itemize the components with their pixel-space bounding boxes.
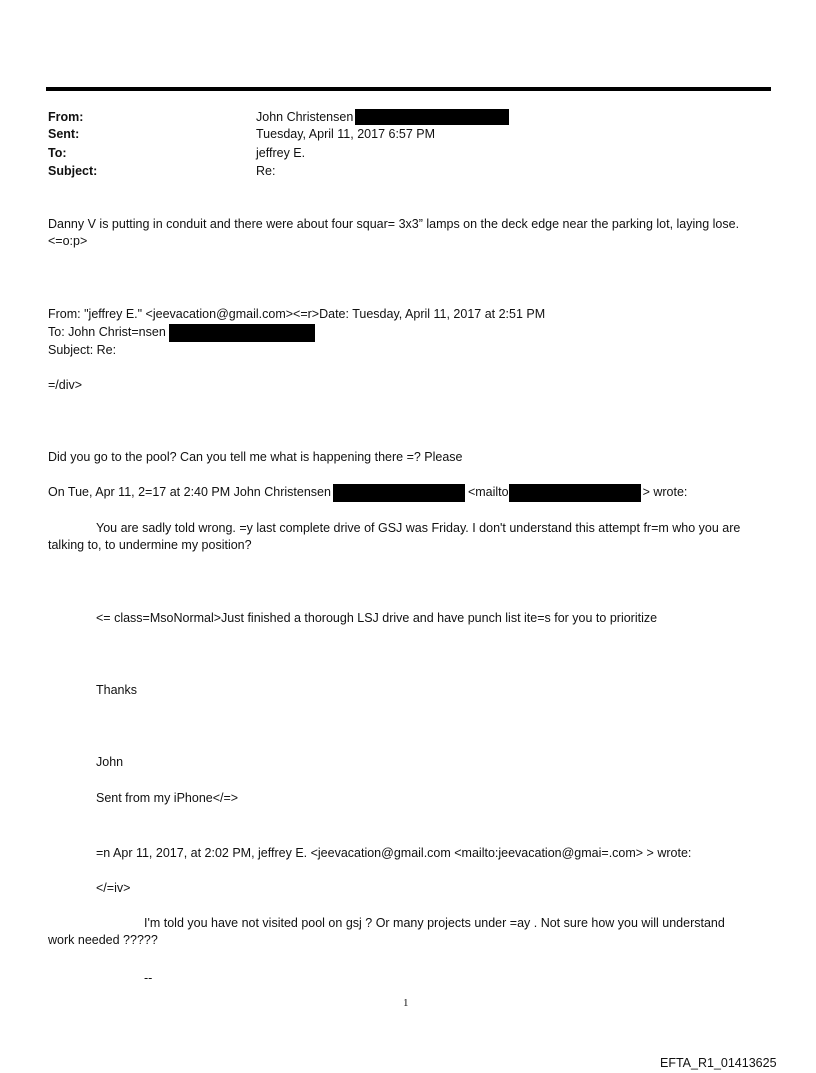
to-value: jeffrey E. xyxy=(256,146,306,160)
redaction-block xyxy=(355,109,509,125)
john-signature: John xyxy=(96,755,124,769)
told-pool-paragraph: I'm told you have not visited pool on gsj ? Or many projects under =ay . Not sure how you will understand work needed ????? xyxy=(48,916,725,947)
forward-to-line xyxy=(48,324,315,342)
page-number: 1 xyxy=(403,997,409,1009)
question-line: Did you go to the pool? Can you tell me what is happening there =? Please xyxy=(48,450,463,464)
forward-subject-line: Subject: Re: xyxy=(48,343,117,357)
redaction-block xyxy=(169,324,315,342)
wrote-text: > wrote: xyxy=(642,485,688,499)
thanks-line: Thanks xyxy=(96,683,137,697)
subject-label: Subject: xyxy=(48,164,98,178)
body-paragraph-1: Danny V is putting in conduit and there were about four squar= 3x3” lamps on the deck edge near the parking lot, laying lose.<=o:p> xyxy=(48,217,740,248)
from-name: John Christensen xyxy=(256,110,354,124)
told-wrong-paragraph: You are sadly told wrong. =y last complete drive of GSJ was Friday. I don't understand this attempt fr=m who you are talking to, to undermine my position? xyxy=(48,521,741,552)
from-value xyxy=(256,109,509,126)
sent-from-iphone: Sent from my iPhone</=> xyxy=(96,791,239,805)
signature-dashes: -- xyxy=(144,971,153,985)
div-close-tag: =/div> xyxy=(48,378,83,392)
document-id: EFTA_R1_01413625 xyxy=(660,1056,777,1070)
header-rule xyxy=(46,87,771,91)
mailto-text: <mailto xyxy=(467,485,509,499)
on-tue-text: On Tue, Apr 11, 2=17 at 2:40 PM John Christensen xyxy=(48,485,331,499)
forward-to-text: To: John Christ=nsen xyxy=(48,325,166,339)
on-tue-line xyxy=(48,484,687,502)
forward-from-line: From: "jeffrey E." <jeevacation@gmail.com><=r>Date: Tuesday, April 11, 2017 at 2:51 PM xyxy=(48,307,546,321)
redaction-block xyxy=(333,484,465,502)
to-label: To: xyxy=(48,146,67,160)
on-apr-line: =n Apr 11, 2017, at 2:02 PM, jeffrey E. <jeevacation@gmail.com <mailto:jeevacation@gmai=.com> > wrote: xyxy=(96,846,692,860)
mso-normal-line: <= class=MsoNormal>Just finished a thorough LSJ drive and have punch list ite=s for you to prioritize xyxy=(96,611,658,625)
sent-label: Sent: xyxy=(48,127,80,141)
from-label: From: xyxy=(48,110,84,124)
iv-close-tag: </=iv> xyxy=(96,881,131,895)
sent-value: Tuesday, April 11, 2017 6:57 PM xyxy=(256,127,436,141)
subject-value: Re: xyxy=(256,164,276,178)
redaction-block xyxy=(509,484,641,502)
